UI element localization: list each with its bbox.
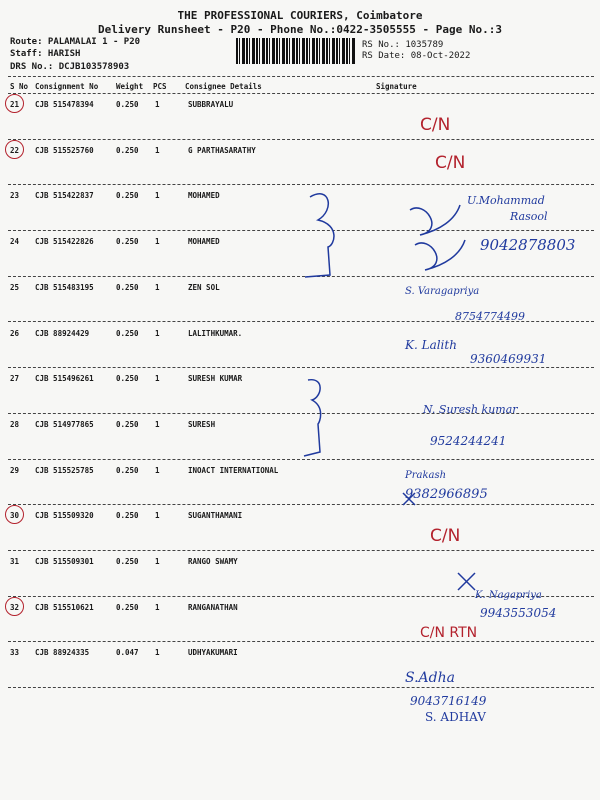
handwritten-name-23: U.Mohammad xyxy=(467,194,545,207)
signature-mark-31 xyxy=(455,570,480,595)
row-consignment-no: CJB 515509301 xyxy=(35,557,94,566)
circled-mark xyxy=(5,140,24,159)
row-sno: 22 xyxy=(10,145,20,155)
handwritten-phone-33: 9043716149 xyxy=(410,694,487,708)
row-consignment-no: CJB 515525785 xyxy=(35,465,94,475)
row-pcs: 1 xyxy=(155,511,160,521)
handwritten-name-25: S. Varagapriya xyxy=(405,286,480,297)
row-consignment-no: CJB 88924429 xyxy=(35,328,90,338)
row-weight: 0.047 xyxy=(116,648,139,658)
row-pcs: 1 xyxy=(155,465,160,475)
row-consignee: MOHAMED xyxy=(188,191,220,201)
col-consignee: Consignee Details xyxy=(185,82,262,91)
handwritten-phone-28: 9524244241 xyxy=(430,434,507,448)
route-label: Route: PALAMALAI 1 - P20 xyxy=(10,37,141,47)
handwritten-phone-31: 9943553054 xyxy=(480,606,557,620)
row-pcs: 1 xyxy=(155,648,160,658)
signature-scribble-23-24 xyxy=(405,200,470,275)
circled-mark xyxy=(5,505,24,524)
handwritten-cn-30: C/N xyxy=(430,526,461,546)
row-weight: 0.250 xyxy=(116,374,139,384)
row-consignee: RANGANATHAN xyxy=(188,602,238,612)
row-weight: 0.250 xyxy=(116,419,139,429)
row-sno: 29 xyxy=(10,465,20,475)
row-sno: 23 xyxy=(10,191,20,201)
row-weight: 0.250 xyxy=(116,602,139,612)
row-divider xyxy=(8,550,594,551)
row-consignee: SURESH xyxy=(188,419,216,429)
row-weight: 0.250 xyxy=(116,328,139,338)
row-sno: 31 xyxy=(10,557,20,566)
rs-date: RS Date: 08-Oct-2022 xyxy=(362,51,471,61)
row-pcs: 1 xyxy=(155,145,160,155)
handwritten-cn-rtn-32: C/N RTN xyxy=(420,625,478,641)
table-row xyxy=(0,644,600,689)
row-weight: 0.250 xyxy=(116,191,139,201)
header-divider xyxy=(8,76,594,77)
handwritten-name-23b: Rasool xyxy=(510,210,548,223)
row-pcs: 1 xyxy=(155,374,160,384)
col-consignment: Consignment No xyxy=(35,82,99,91)
row-divider xyxy=(8,139,594,140)
row-sno: 25 xyxy=(10,282,20,292)
handwritten-name-28: N. Suresh kumar xyxy=(423,403,518,416)
handwritten-phone-25: 8754774499 xyxy=(455,310,525,323)
row-weight: 0.250 xyxy=(116,511,139,521)
row-consignment-no: CJB 514977865 xyxy=(35,419,94,429)
row-sno: 24 xyxy=(10,237,20,247)
col-signature: Signature xyxy=(376,82,417,91)
row-divider xyxy=(8,504,594,505)
row-pcs: 1 xyxy=(155,419,160,429)
handwritten-name-33: S.Adha xyxy=(405,670,455,686)
signature-mark-29 xyxy=(400,490,420,510)
circled-mark xyxy=(5,597,24,616)
row-sno: 21 xyxy=(10,100,20,109)
row-pcs: 1 xyxy=(155,557,160,566)
bracket-mark-27-28 xyxy=(300,372,340,462)
row-weight: 0.250 xyxy=(116,465,139,475)
table-row xyxy=(0,142,600,187)
row-weight: 0.250 xyxy=(116,145,139,155)
row-pcs: 1 xyxy=(155,328,160,338)
handwritten-cn-21: C/N xyxy=(420,115,451,135)
column-divider xyxy=(8,93,594,94)
row-sno: 33 xyxy=(10,648,20,658)
row-pcs: 1 xyxy=(155,602,160,612)
row-sno: 27 xyxy=(10,374,20,384)
col-sno: S No xyxy=(10,82,29,91)
row-consignment-no: CJB 515483195 xyxy=(35,282,94,292)
row-sno: 26 xyxy=(10,328,20,338)
row-consignment-no: CJB 515478394 xyxy=(35,100,94,109)
staff-label: Staff: HARISH xyxy=(10,49,81,59)
row-consignment-no: CJB 515510621 xyxy=(35,602,94,612)
row-consignment-no: CJB 515509320 xyxy=(35,511,94,521)
row-pcs: 1 xyxy=(155,191,160,201)
table-row xyxy=(0,507,600,552)
runsheet-subtitle: Delivery Runsheet - P20 - Phone No.:0422-3505555 - Page No.:3 xyxy=(98,23,502,36)
handwritten-name-29: Prakash xyxy=(405,470,447,481)
barcode-icon xyxy=(236,38,356,64)
row-weight: 0.250 xyxy=(116,282,139,292)
row-weight: 0.250 xyxy=(116,237,139,247)
row-consignment-no: CJB 515422826 xyxy=(35,237,94,247)
row-weight: 0.250 xyxy=(116,557,139,566)
row-weight: 0.250 xyxy=(116,100,139,109)
handwritten-print-33: S. ADHAV xyxy=(425,710,486,724)
row-consignee: LALITHKUMAR. xyxy=(188,328,243,338)
row-consignment-no: CJB 515496261 xyxy=(35,374,94,384)
drs-number: DRS No.: DCJB103578903 xyxy=(10,62,130,72)
row-consignment-no: CJB 515422837 xyxy=(35,191,94,201)
handwritten-phone-29: 9382966895 xyxy=(405,487,488,502)
col-weight: Weight xyxy=(116,82,144,91)
row-divider xyxy=(8,687,594,688)
row-consignee: RANGO SWAMY xyxy=(188,557,238,566)
row-sno: 30 xyxy=(10,511,20,521)
handwritten-name-26: K. Lalith xyxy=(405,338,457,352)
row-pcs: 1 xyxy=(155,282,160,292)
rs-number: RS No.: 1035789 xyxy=(362,40,444,50)
table-row xyxy=(0,462,600,507)
row-consignment-no: CJB 515525760 xyxy=(35,145,94,155)
company-title: THE PROFESSIONAL COURIERS, Coimbatore xyxy=(177,9,423,22)
row-divider xyxy=(8,367,594,368)
row-consignee: SURESH KUMAR xyxy=(188,374,243,384)
bracket-mark-23-24 xyxy=(300,185,360,285)
row-consignee: SUGANTHAMANI xyxy=(188,511,243,521)
row-consignee: UDHYAKUMARI xyxy=(188,648,238,658)
row-consignment-no: CJB 88924335 xyxy=(35,648,90,658)
row-divider xyxy=(8,641,594,642)
row-consignee: G PARTHASARATHY xyxy=(188,145,256,155)
col-pcs: PCS xyxy=(153,82,167,91)
row-sno: 28 xyxy=(10,419,20,429)
row-consignee: SUBBRAYALU xyxy=(188,100,234,109)
handwritten-name-31: K. Nagapriya xyxy=(475,590,542,601)
circled-mark xyxy=(5,94,24,113)
row-consignee: MOHAMED xyxy=(188,237,220,247)
table-row xyxy=(0,96,600,141)
row-consignee: ZEN SOL xyxy=(188,282,220,292)
row-pcs: 1 xyxy=(155,100,160,109)
row-consignee: INOACT INTERNATIONAL xyxy=(188,465,279,475)
row-sno: 32 xyxy=(10,602,20,612)
row-pcs: 1 xyxy=(155,237,160,247)
handwritten-cn-22: C/N xyxy=(435,153,466,173)
handwritten-phone-26: 9360469931 xyxy=(470,352,547,366)
handwritten-phone-24: 9042878803 xyxy=(480,236,576,254)
